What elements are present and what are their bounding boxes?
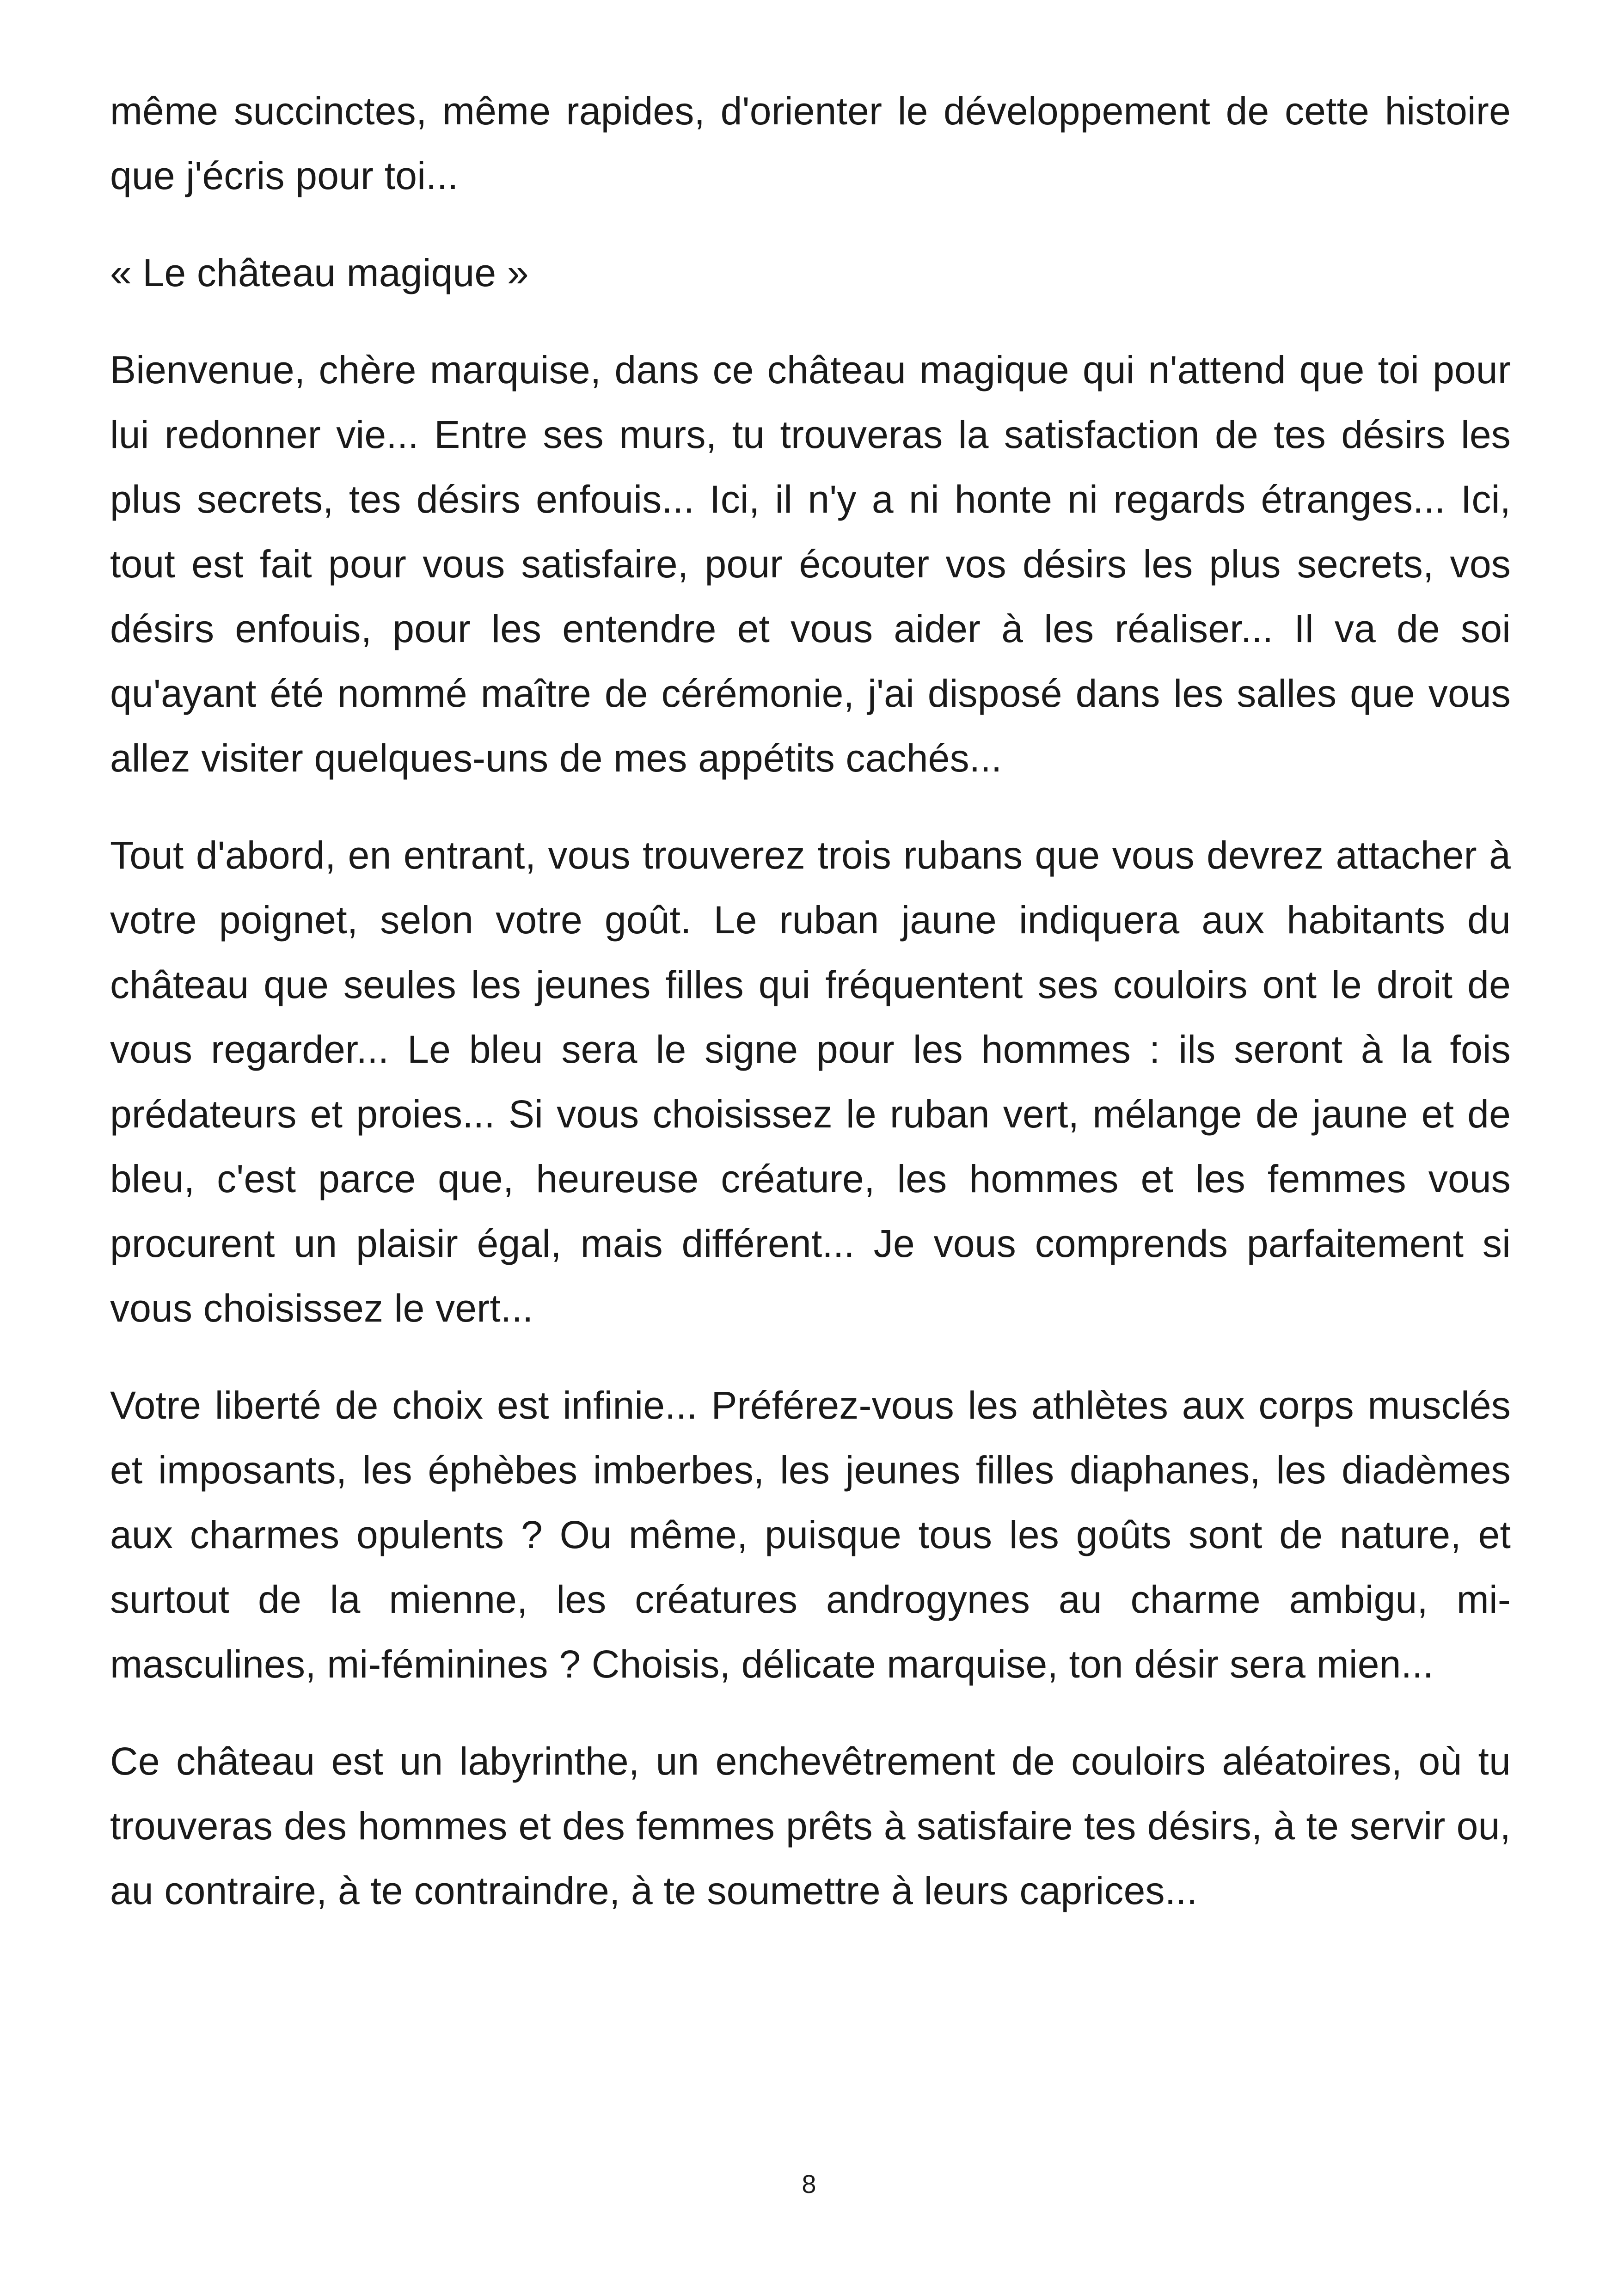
paragraph-labyrinth: Ce château est un labyrinthe, un enchevêtrement de couloirs aléatoires, où tu trouveras des hommes et des femmes prêts à satisfaire tes désirs, à te servir ou, au contraire, à te contraindre, à te soumettre à leurs caprices... [110,1739,1511,1912]
page-number: 8 [802,2169,816,2198]
paragraph-continuation: même succinctes, même rapides, d'orienter le développement de cette histoire que j'écris pour toi... [110,89,1511,197]
paragraph-choice: Votre liberté de choix est infinie... Préférez-vous les athlètes aux corps musclés et imposants, les éphèbes imberbes, les jeunes filles diaphanes, les diadèmes aux charmes opulents ? Ou même, puisque tous les goûts sont de nature, et surtout de la mienne, les créatures androgynes au charme ambigu, mi-masculines, mi-féminines ? Choisis, délicate marquise, ton désir sera mien... [110,1384,1511,1686]
body-text [110,79,1511,1955]
paragraph-ribbons: Tout d'abord, en entrant, vous trouverez trois rubans que vous devrez attacher à votre poignet, selon votre goût. Le ruban jaune indiquera aux habitants du château que seules les jeunes filles qui fréquentent ses couloirs ont le droit de vous regarder... Le bleu sera le signe pour les hommes : ils seront à la fois prédateurs et proies... Si vous choisissez le ruban vert, mélange de jaune et de bleu, c'est parce que, heureuse créature, les hommes et les femmes vous procurent un plaisir égal, mais différent... Je vous comprends parfaitement si vous choisissez le vert... [110,833,1511,1330]
paragraph-welcome: Bienvenue, chère marquise, dans ce château magique qui n'attend que toi pour lui redonner vie... Entre ses murs, tu trouveras la satisfaction de tes désirs les plus secrets, tes désirs enfouis... Ici, il n'y a ni honte ni regards étranges... Ici, tout est fait pour vous satisfaire, pour écouter vos désirs les plus secrets, vos désirs enfouis, pour les entendre et vous aider à les réaliser... Il va de soi qu'ayant été nommé maître de cérémonie, j'ai disposé dans les salles que vous allez visiter quelques-uns de mes appétits cachés... [110,348,1511,780]
chapter-title: « Le château magique » [110,251,529,294]
